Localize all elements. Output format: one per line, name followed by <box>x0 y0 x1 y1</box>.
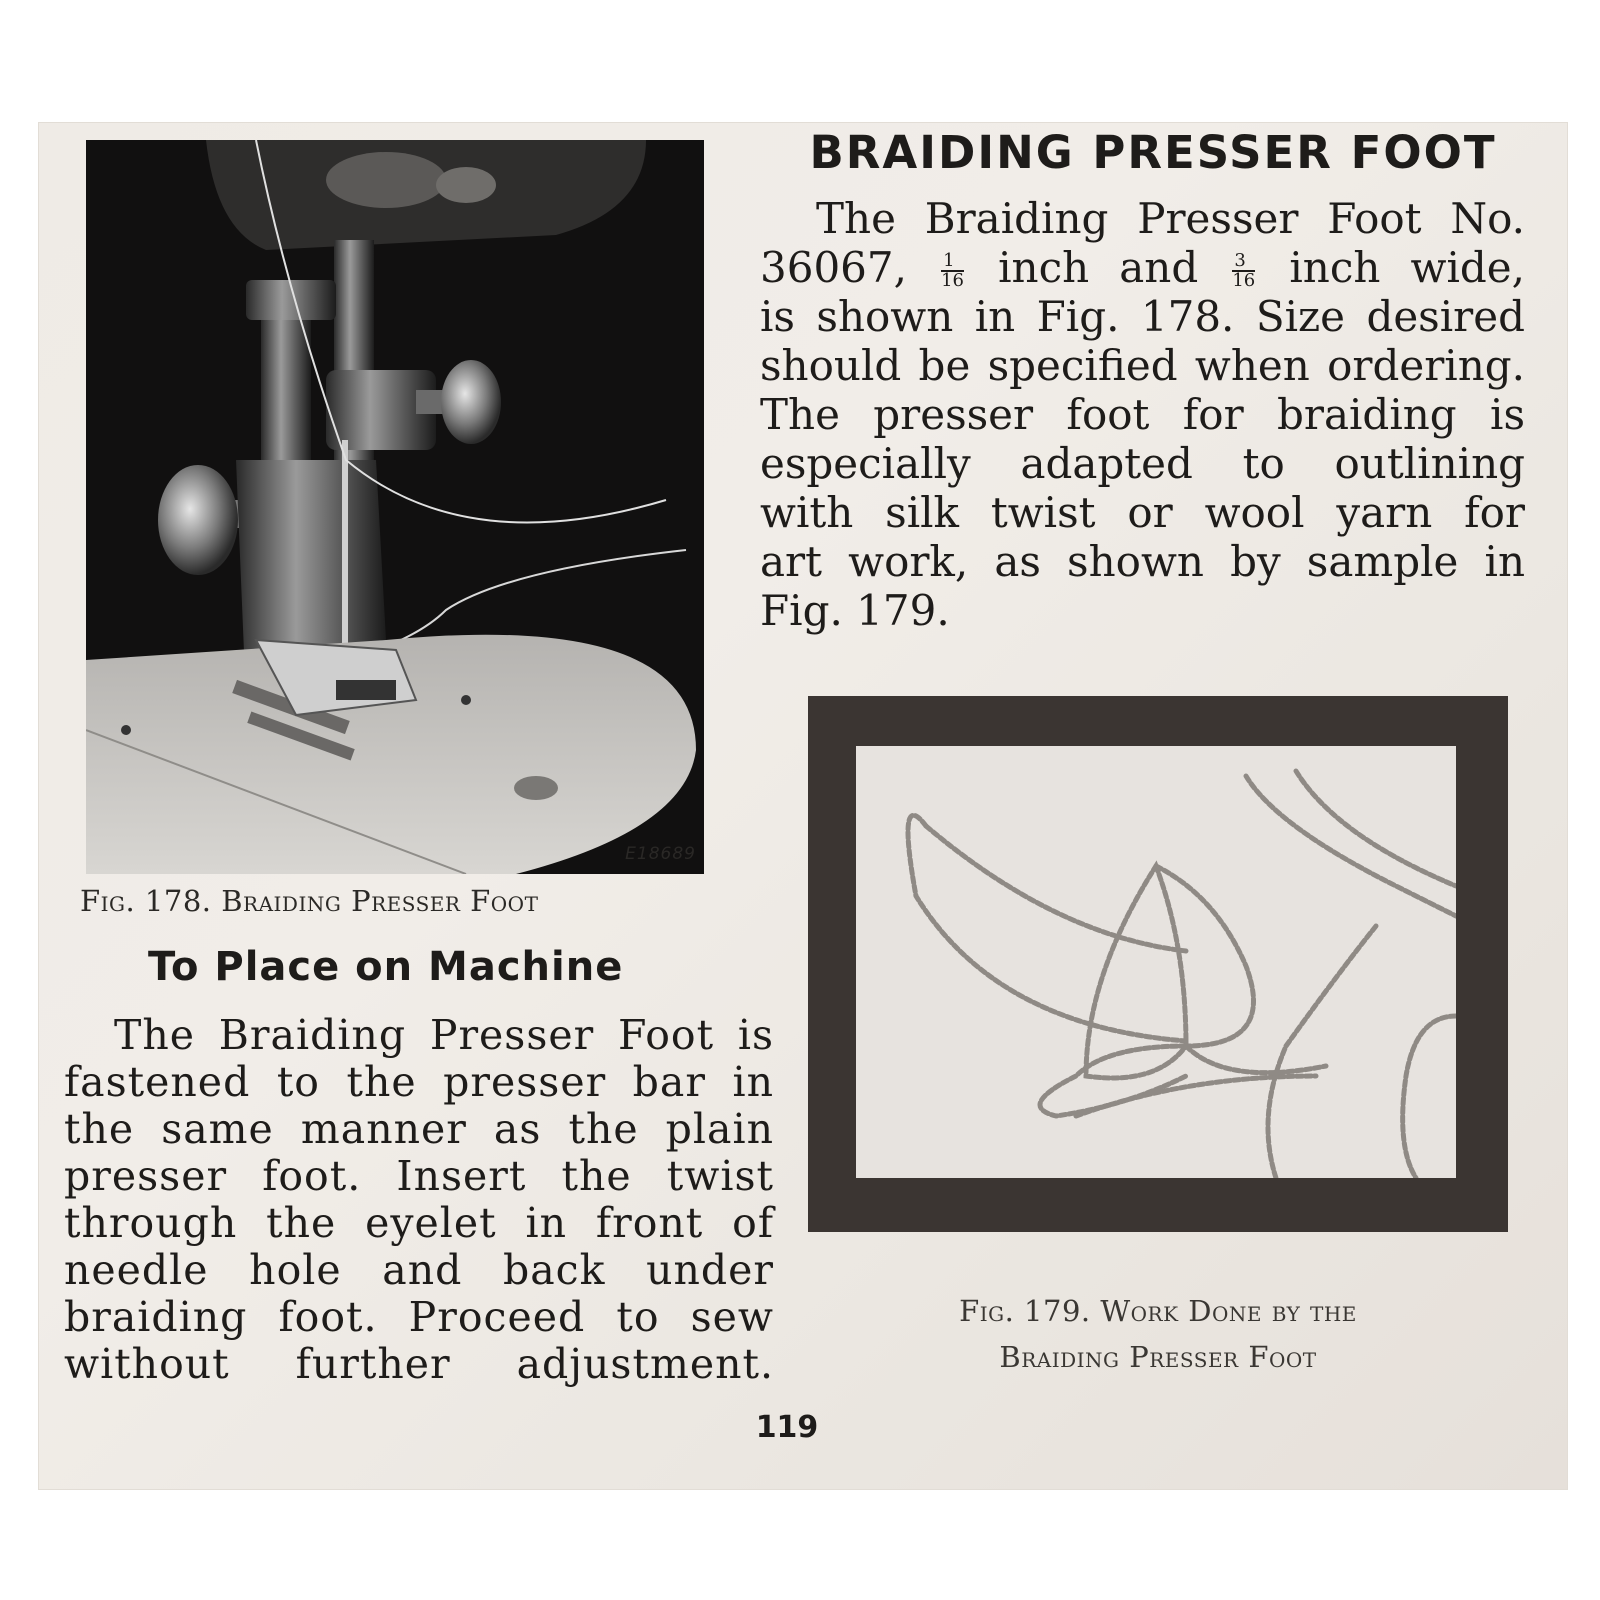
fraction-one-sixteenth: $\frac{1}{16}$ <box>941 250 964 291</box>
body-text: inch wide, <box>1289 243 1525 292</box>
section-body-braiding <box>760 194 1525 635</box>
body-line: art work, as shown by sample in <box>760 537 1525 586</box>
body-line: The Braiding Presser Foot is <box>114 1011 774 1059</box>
body-line: especially adapted to outlining <box>760 439 1525 488</box>
fraction-three-sixteenths: $\frac{3}{16}$ <box>1232 250 1256 291</box>
body-text: 36067, <box>760 243 907 292</box>
figure-179-caption <box>808 1288 1508 1380</box>
body-line: through the eyelet in front of <box>64 1199 774 1247</box>
body-line: should be specified when ordering. <box>760 341 1525 390</box>
section-heading-braiding: BRAIDING PRESSER FOOT <box>809 126 1497 179</box>
figure-code: E18689 <box>625 844 696 864</box>
body-line: The Braiding Presser Foot No. <box>816 194 1525 243</box>
section-heading-place: To Place on Machine <box>148 944 624 990</box>
figure-179-frame <box>808 696 1508 1232</box>
figure-178-illustration <box>86 140 704 874</box>
body-line: braiding foot. Proceed to sew <box>64 1293 774 1341</box>
figure-178-caption: Fig. 178. Braiding Presser Foot <box>80 884 539 918</box>
body-line: is shown in Fig. 178. Size desired <box>760 292 1525 341</box>
caption-line: Fig. 179. Work Done by the <box>959 1294 1357 1328</box>
body-text: inch and <box>998 243 1199 292</box>
book-page <box>38 122 1568 1490</box>
page-number: 119 <box>755 1410 819 1445</box>
body-line: with silk twist or wool yarn for <box>760 488 1525 537</box>
section-body-place <box>64 1012 774 1388</box>
braided-leaf-icon <box>856 746 1456 1178</box>
body-line: Fig. 179. <box>760 586 950 635</box>
body-line: the same manner as the plain <box>64 1105 774 1153</box>
body-line: without further adjustment. <box>64 1340 774 1388</box>
body-line: needle hole and back under <box>64 1246 774 1294</box>
body-line: presser foot. Insert the twist <box>64 1152 774 1200</box>
sewing-machine-icon <box>86 140 704 874</box>
body-line: fastened to the presser bar in <box>64 1058 774 1106</box>
body-line: The presser foot for braiding is <box>760 390 1525 439</box>
caption-line: Braiding Presser Foot <box>999 1340 1317 1374</box>
body-line-with-fractions <box>760 243 1525 292</box>
figure-179-sample <box>856 746 1456 1178</box>
